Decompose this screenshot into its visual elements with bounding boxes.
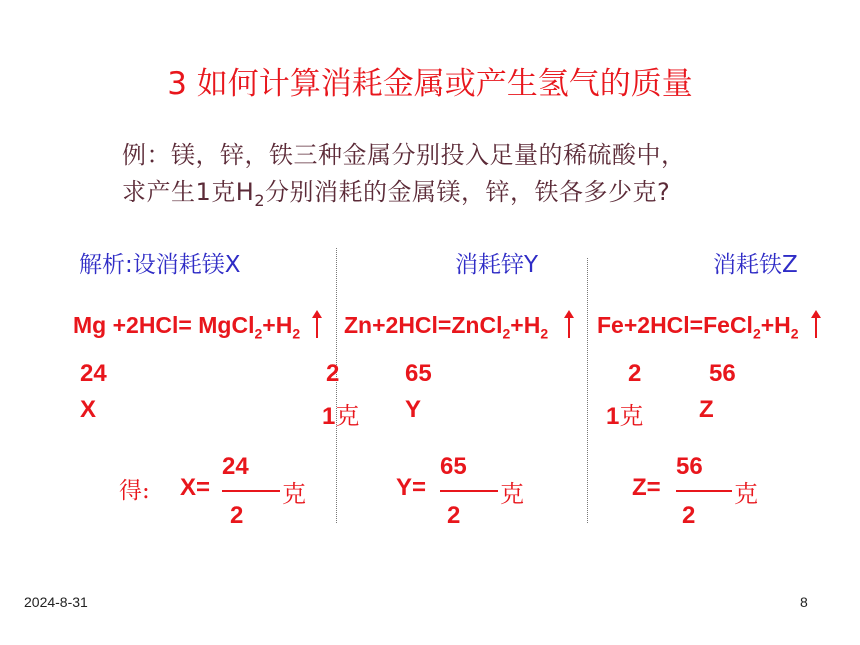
result-y-fraction-bar: [440, 490, 498, 492]
result-y-numerator: 65: [440, 453, 467, 480]
equation-zn-text: Zn+2HCl=ZnCl: [344, 312, 503, 338]
mg-given-unit: 克: [335, 402, 360, 430]
equation-zn-h: +H: [510, 312, 541, 338]
problem-line-2-end: 分别消耗的金属镁，锌，铁各多少克?: [265, 178, 671, 206]
equation-fe-h-sub: 2: [790, 325, 799, 342]
result-x-fraction-bar: [222, 490, 280, 492]
equation-mg-sub: 2: [254, 325, 263, 342]
equation-zn: [344, 312, 548, 342]
problem-h2-subscript: 2: [254, 190, 266, 210]
page-number: 8: [800, 594, 808, 610]
result-z-numerator: 56: [676, 453, 703, 480]
mg-unknown: X: [80, 396, 97, 423]
analysis-mg-label: 解析:设消耗镁X: [79, 252, 241, 278]
zn-given: [606, 396, 643, 431]
mg-molar-mass: 24: [80, 360, 107, 387]
result-x-lhs: X=: [180, 474, 211, 501]
result-x-denominator: 2: [230, 502, 244, 529]
equation-mg-text: Mg +2HCl= MgCl: [73, 312, 255, 338]
problem-line-2-start: 求产生1克H: [122, 178, 255, 206]
result-y-lhs: Y=: [396, 474, 427, 501]
equation-mg-h-sub: 2: [292, 325, 301, 342]
slide-title: 3 如何计算消耗金属或产生氢气的质量: [167, 66, 693, 102]
fe-molar-mass: 56: [709, 360, 736, 387]
result-z-denominator: 2: [682, 502, 696, 529]
result-z-lhs: Z=: [632, 474, 661, 501]
problem-line-1: 例：镁，锌，铁三种金属分别投入足量的稀硫酸中，: [122, 141, 686, 169]
zn-unknown: Y: [405, 396, 422, 423]
zn-h2-mass: 2: [628, 360, 642, 387]
fe-unknown: Z: [699, 396, 714, 423]
column-divider-2: [587, 258, 588, 523]
gas-arrow-mg-icon: [316, 312, 318, 338]
equation-mg: [73, 312, 300, 342]
equation-fe-h: +H: [760, 312, 791, 338]
result-label: 得:: [119, 478, 150, 504]
equation-zn-sub: 2: [502, 325, 511, 342]
zn-given-value: 1: [606, 403, 620, 430]
equation-fe-sub: 2: [752, 325, 761, 342]
footer-date: 2024-8-31: [24, 594, 88, 610]
analysis-zn-label: 消耗锌Y: [455, 252, 539, 278]
zn-given-unit: 克: [619, 402, 644, 430]
mg-h2-mass: 2: [326, 360, 340, 387]
gas-arrow-fe-icon: [815, 312, 817, 338]
result-x-unit: 克: [282, 480, 306, 508]
result-y-denominator: 2: [447, 502, 461, 529]
analysis-fe-label: 消耗铁Z: [713, 252, 798, 278]
mg-given: [322, 396, 359, 431]
equation-fe: [597, 312, 799, 342]
equation-mg-h: +H: [262, 312, 293, 338]
mg-given-value: 1: [322, 403, 336, 430]
equation-fe-text: Fe+2HCl=FeCl: [597, 312, 753, 338]
result-x-numerator: 24: [222, 453, 249, 480]
result-z-fraction-bar: [676, 490, 732, 492]
zn-molar-mass: 65: [405, 360, 432, 387]
problem-line-2: [122, 172, 670, 210]
result-y-unit: 克: [500, 480, 524, 508]
equation-zn-h-sub: 2: [540, 325, 549, 342]
gas-arrow-zn-icon: [568, 312, 570, 338]
result-z-unit: 克: [734, 480, 758, 508]
